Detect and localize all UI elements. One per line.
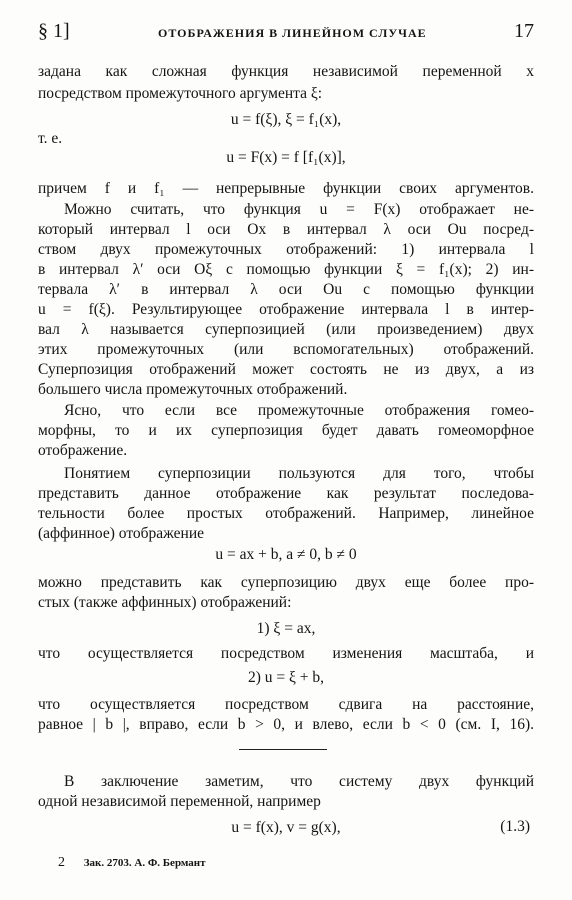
text-line: тервала λ′ в интервал λ оси Ou с помощью функции <box>38 281 534 298</box>
text-line: посредством промежуточного аргумента ξ: <box>38 85 323 102</box>
text-line: большего числа промежуточных отображений. <box>38 381 348 398</box>
running-title: ОТОБРАЖЕНИЯ В ЛИНЕЙНОМ СЛУЧАЕ <box>158 26 427 40</box>
text-line: задана как сложная функция независимой переменной x <box>38 63 534 80</box>
text-line: этих промежуточных (или вспомогательных) отображений. <box>38 341 534 358</box>
text-line: что осуществляется посредством сдвига на расстояние, <box>38 696 534 713</box>
sheet-number: 2 <box>58 855 65 870</box>
imprint-text: Зак. 2703. А. Ф. Бермант <box>83 857 206 869</box>
page-number: 17 <box>514 20 534 42</box>
equation-number: (1.3) <box>500 818 530 835</box>
text-line: стых (также аффинных) отображений: <box>38 594 292 611</box>
formula: u = F(x) = f [f₁(x)], <box>226 149 346 166</box>
text-line: u = f(ξ). Результирующее отображение интервала l в интер- <box>38 301 534 318</box>
text-line: представить данное отображение как результат последова- <box>38 485 534 502</box>
text-line: тельности более простых отображений. Например, линейное <box>38 505 534 522</box>
text-line: ством двух промежуточных отображений: 1) интервала l <box>38 241 534 258</box>
formula: 2) u = ξ + b, <box>247 669 325 686</box>
printer-footer <box>58 855 206 871</box>
text-line: Можно считать, что функция u = F(x) отображает не- <box>64 201 534 218</box>
text-line: в интервал λ′ оси Oξ с помощью функции ξ = f₁(x); 2) ин- <box>38 261 534 278</box>
running-header <box>38 20 534 46</box>
text-line: Понятием суперпозиции пользуются для того, чтобы <box>64 465 534 482</box>
text-line: отображение. <box>38 442 128 459</box>
text-line: причем f и f₁ — непрерывные функции своих аргументов. <box>38 180 534 197</box>
text-line: (аффинное) отображение <box>38 525 205 542</box>
text-line: вал λ называется суперпозицией (или произведением) двух <box>38 321 534 338</box>
text-line: Ясно, что если все промежуточные отображения гомео- <box>64 402 534 419</box>
text-line: что осуществляется посредством изменения масштаба, и <box>38 645 534 662</box>
formula: u = f(x), v = g(x), <box>231 819 341 836</box>
formula: u = f(ξ), ξ = f₁(x), <box>230 111 342 128</box>
section-marker: § 1] <box>38 20 70 42</box>
text-line: В заключение заметим, что систему двух функций <box>64 773 534 790</box>
formula: u = ax + b, a ≠ 0, b ≠ 0 <box>215 546 357 563</box>
section-divider <box>239 749 327 750</box>
text-line: который интервал l оси Ox в интервал λ оси Ou посред- <box>38 221 534 238</box>
formula: 1) ξ = ax, <box>256 620 316 637</box>
text-line: т. е. <box>38 130 63 147</box>
text-line: можно представить как суперпозицию двух еще более про- <box>38 574 534 591</box>
text-line: морфны, то и их суперпозиция будет давать гомеоморфное <box>38 422 534 439</box>
text-line: одной независимой переменной, например <box>38 793 321 810</box>
text-line: равное | b |, вправо, если b > 0, и влево, если b < 0 (см. I, 16). <box>38 716 534 733</box>
text-line: Суперпозиция отображений может состоять не из двух, а из <box>38 361 534 378</box>
